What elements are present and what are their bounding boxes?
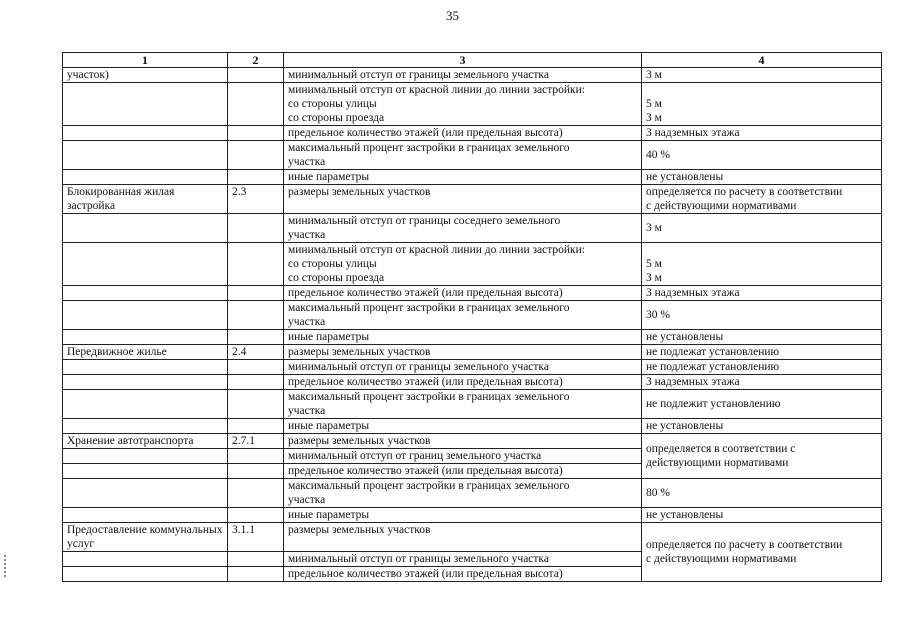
use-code-cell: [228, 126, 284, 141]
value-line: 3 надземных этажа: [646, 376, 740, 388]
table-row: [63, 345, 882, 360]
parameter-line: размеры земельных участков: [288, 435, 431, 447]
parameter-line: иные параметры: [288, 509, 370, 521]
parameter-cell: [284, 449, 642, 464]
value-cell: [642, 301, 882, 330]
value-cell: [642, 508, 882, 523]
use-code-cell: 2.4: [228, 345, 284, 360]
value-cell: [642, 434, 882, 479]
table-row: [63, 170, 882, 185]
table-row: [63, 301, 882, 330]
use-code-cell: 2.7.1: [228, 434, 284, 449]
parameter-line: размеры земельных участков: [288, 524, 431, 536]
parameter-cell: [284, 567, 642, 582]
use-type-cell: Хранение автотранспорта: [63, 434, 228, 449]
use-code-cell: [228, 83, 284, 126]
value-line: с действующими нормативами: [646, 553, 797, 565]
use-type-cell: [63, 126, 228, 141]
table-row: [63, 330, 882, 345]
use-type-cell: [63, 449, 228, 464]
value-line: не установлены: [646, 171, 724, 183]
parameter-cell: [284, 419, 642, 434]
use-type-cell: [63, 567, 228, 582]
use-code-cell: [228, 390, 284, 419]
header-col-2: 2: [228, 53, 284, 68]
value-cell: [642, 286, 882, 301]
parameter-cell: [284, 83, 642, 126]
use-type-cell: [63, 214, 228, 243]
table-row: [63, 286, 882, 301]
parameter-line: минимальный отступ от границ земельного участка: [288, 450, 542, 462]
value-line: 3 м: [646, 272, 662, 284]
parameter-line: предельное количество этажей (или предельная высота): [288, 568, 563, 580]
use-code-cell: [228, 375, 284, 390]
parameter-cell: [284, 185, 642, 214]
value-line: определяется по расчету в соответствии: [646, 186, 843, 198]
scan-margin-marks: [4, 555, 12, 577]
use-code-cell: [228, 464, 284, 479]
value-cell: [642, 523, 882, 582]
value-line: не подлежит установлению: [646, 398, 781, 410]
use-code-cell: [228, 479, 284, 508]
value-cell: [642, 185, 882, 214]
parameter-line: со стороны улицы: [288, 258, 377, 270]
value-line: определяется по расчету в соответствии: [646, 539, 843, 551]
table-row: [63, 83, 882, 126]
value-line: 40 %: [646, 149, 670, 161]
parameter-line: предельное количество этажей (или предельная высота): [288, 127, 563, 139]
value-cell: [642, 83, 882, 126]
use-code-cell: [228, 449, 284, 464]
use-type-cell: участок): [63, 68, 228, 83]
value-cell: [642, 126, 882, 141]
parameter-line: иные параметры: [288, 420, 370, 432]
value-line: не подлежат установлению: [646, 361, 780, 373]
use-code-cell: [228, 330, 284, 345]
value-cell: [642, 345, 882, 360]
table-row: [63, 243, 882, 286]
value-cell: [642, 390, 882, 419]
value-line: не установлены: [646, 420, 724, 432]
value-line: 3 надземных этажа: [646, 127, 740, 139]
parameter-line: предельное количество этажей (или предельная высота): [288, 376, 563, 388]
table-row: [63, 390, 882, 419]
parameter-line: минимальный отступ от границы земельного участка: [288, 69, 549, 81]
table-row: [63, 126, 882, 141]
use-code-cell: [228, 360, 284, 375]
parameter-cell: [284, 434, 642, 449]
table-body: [63, 68, 882, 582]
use-code-cell: [228, 68, 284, 83]
parameter-cell: [284, 523, 642, 552]
parameter-line: со стороны проезда: [288, 112, 385, 124]
parameter-line: максимальный процент застройки в границах земельного: [288, 142, 570, 154]
use-type-cell: [63, 286, 228, 301]
value-line: 5 м: [646, 98, 662, 110]
use-type-cell: Предоставление коммунальных услуг: [63, 523, 228, 552]
value-cell: [642, 68, 882, 83]
use-type-cell: [63, 360, 228, 375]
parameter-cell: [284, 286, 642, 301]
table-row: [63, 185, 882, 214]
parameter-cell: [284, 479, 642, 508]
use-type-cell: Блокированная жилая застройка: [63, 185, 228, 214]
value-cell: [642, 375, 882, 390]
parameter-cell: [284, 126, 642, 141]
use-type-cell: [63, 301, 228, 330]
parameter-cell: [284, 243, 642, 286]
table-row: [63, 141, 882, 170]
value-line: 80 %: [646, 487, 670, 499]
value-cell: [642, 214, 882, 243]
parameter-cell: [284, 508, 642, 523]
table-row: [63, 375, 882, 390]
parameter-line: минимальный отступ от границы соседнего земельного: [288, 215, 561, 227]
value-line: с действующими нормативами: [646, 200, 797, 212]
parameter-line: максимальный процент застройки в границах земельного: [288, 480, 570, 492]
parameter-line: максимальный процент застройки в границах земельного: [288, 391, 570, 403]
parameter-cell: [284, 68, 642, 83]
value-line: действующими нормативами: [646, 457, 789, 469]
table-row: [63, 360, 882, 375]
table-row: [63, 434, 882, 449]
table-row: [63, 508, 882, 523]
value-line: [646, 243, 877, 257]
parameter-line: участка: [288, 405, 326, 417]
parameter-line: участка: [288, 229, 326, 241]
table-row: [63, 214, 882, 243]
parameter-line: участка: [288, 494, 326, 506]
use-type-cell: [63, 479, 228, 508]
use-type-cell: [63, 330, 228, 345]
value-line: 3 м: [646, 112, 662, 124]
page-number: 35: [446, 8, 459, 23]
table-row: [63, 479, 882, 508]
table-row: [63, 523, 882, 552]
parameter-cell: [284, 141, 642, 170]
value-line: определяется в соответствии с: [646, 443, 796, 455]
value-line: не установлены: [646, 509, 724, 521]
use-code-cell: [228, 141, 284, 170]
use-code-cell: [228, 508, 284, 523]
header-col-4: 4: [642, 53, 882, 68]
parameter-line: размеры земельных участков: [288, 346, 431, 358]
value-line: 3 м: [646, 222, 662, 234]
value-cell: [642, 360, 882, 375]
parameter-line: со стороны улицы: [288, 98, 377, 110]
parameter-cell: [284, 330, 642, 345]
table-row: [63, 68, 882, 83]
value-cell: [642, 170, 882, 185]
value-cell: [642, 330, 882, 345]
parameter-cell: [284, 375, 642, 390]
use-type-cell: [63, 243, 228, 286]
parameter-line: минимальный отступ от границы земельного участка: [288, 553, 549, 565]
use-type-cell: [63, 375, 228, 390]
value-line: 3 надземных этажа: [646, 287, 740, 299]
use-type-cell: [63, 552, 228, 567]
value-cell: [642, 243, 882, 286]
value-line: 5 м: [646, 258, 662, 270]
parameter-line: предельное количество этажей (или предельная высота): [288, 287, 563, 299]
parameter-cell: [284, 170, 642, 185]
table-row: [63, 419, 882, 434]
use-type-cell: [63, 419, 228, 434]
value-line: не подлежат установлению: [646, 346, 780, 358]
use-type-cell: [63, 464, 228, 479]
parameter-line: участка: [288, 316, 326, 328]
use-code-cell: [228, 214, 284, 243]
use-type-cell: [63, 390, 228, 419]
parameter-line: минимальный отступ от красной линии до линии застройки:: [288, 84, 585, 96]
parameter-line: иные параметры: [288, 331, 370, 343]
parameter-cell: [284, 345, 642, 360]
parameter-line: предельное количество этажей (или предельная высота): [288, 465, 563, 477]
use-type-cell: Передвижное жилье: [63, 345, 228, 360]
use-code-cell: [228, 243, 284, 286]
use-type-cell: [63, 170, 228, 185]
use-code-cell: [228, 301, 284, 330]
parameter-line: минимальный отступ от красной линии до линии застройки:: [288, 244, 585, 256]
value-cell: [642, 479, 882, 508]
use-type-cell: [63, 83, 228, 126]
use-code-cell: [228, 170, 284, 185]
parameter-line: со стороны проезда: [288, 272, 385, 284]
use-code-cell: 2.3: [228, 185, 284, 214]
parameter-cell: [284, 464, 642, 479]
parameter-cell: [284, 301, 642, 330]
value-line: 30 %: [646, 309, 670, 321]
parameter-cell: [284, 214, 642, 243]
use-code-cell: [228, 567, 284, 582]
parameter-cell: [284, 552, 642, 567]
use-code-cell: 3.1.1: [228, 523, 284, 552]
use-code-cell: [228, 419, 284, 434]
parameter-cell: [284, 360, 642, 375]
value-cell: [642, 419, 882, 434]
parameter-line: участка: [288, 156, 326, 168]
value-line: [646, 83, 877, 97]
header-col-1: 1: [63, 53, 228, 68]
value-line: 3 м: [646, 69, 662, 81]
parameters-table: [62, 52, 882, 582]
table-header-row: [63, 53, 882, 68]
header-col-3: 3: [284, 53, 642, 68]
use-type-cell: [63, 508, 228, 523]
parameter-line: максимальный процент застройки в границах земельного: [288, 302, 570, 314]
use-type-cell: [63, 141, 228, 170]
value-line: не установлены: [646, 331, 724, 343]
parameter-line: размеры земельных участков: [288, 186, 431, 198]
value-cell: [642, 141, 882, 170]
use-code-cell: [228, 286, 284, 301]
parameter-line: иные параметры: [288, 171, 370, 183]
parameter-line: минимальный отступ от границы земельного участка: [288, 361, 549, 373]
parameter-cell: [284, 390, 642, 419]
use-code-cell: [228, 552, 284, 567]
